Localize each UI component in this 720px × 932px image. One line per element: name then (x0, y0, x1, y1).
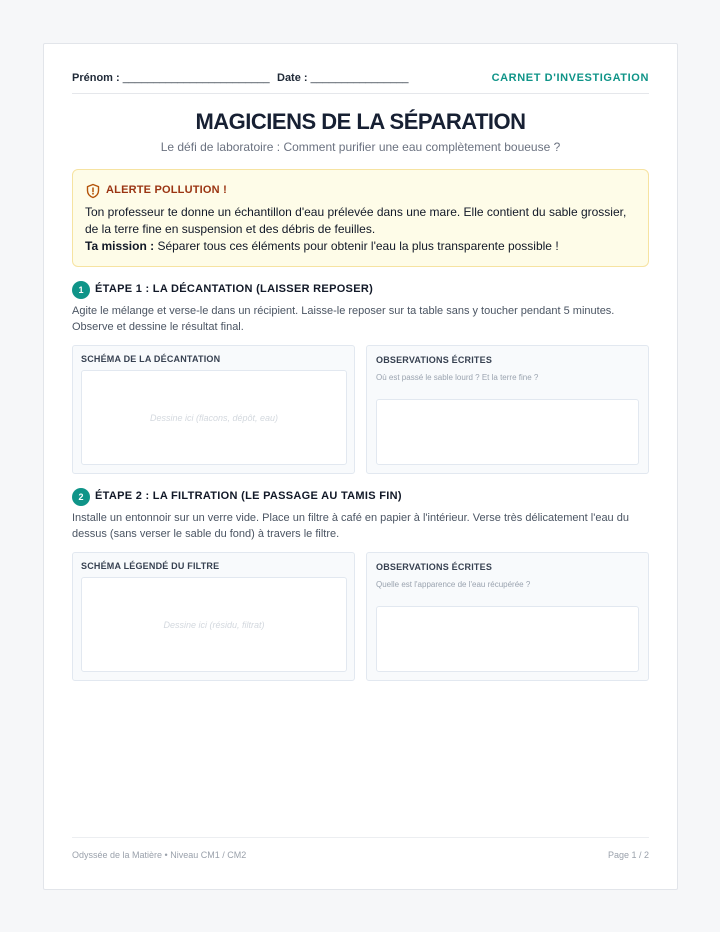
page-title: MAGICIENS DE LA SÉPARATION (195, 109, 526, 134)
alert-heading: ALERTE POLLUTION ! (106, 184, 227, 196)
step-2-observations-field[interactable] (376, 606, 639, 672)
footer-series-label: Odyssée de la Matière • Niveau CM1 / CM2 (72, 850, 247, 860)
step-1-observations-field[interactable] (376, 399, 639, 465)
step-2-observations-panel (366, 552, 649, 681)
shield-alert-icon (85, 183, 101, 199)
step-1-drawing-label: SCHÉMA DE LA DÉCANTATION (81, 354, 221, 364)
step-1-drawing-area[interactable] (81, 370, 347, 465)
step-2-observations-question: Quelle est l'apparence de l'eau récupérée ? (376, 580, 531, 589)
step-2-drawing-label: SCHÉMA LÉGENDÉ DU FILTRE (81, 561, 220, 571)
prenom-field (72, 72, 270, 84)
brand-label: CARNET D'INVESTIGATION (491, 72, 649, 84)
header-bar (72, 72, 649, 94)
step-2-drawing-panel (72, 552, 355, 681)
step-2-description: Installe un entonnoir sur un verre vide. Place un filtre à café en papier à l'intérieur. Verse très délicatement l'eau du dessus (sans verser le sable du fond) à travers le filtre. (72, 512, 629, 540)
worksheet-page (43, 43, 678, 890)
date-line: ________________ (310, 72, 409, 84)
step-2-drawing-hint: Dessine ici (résidu, filtrat) (163, 619, 265, 630)
pollution-alert (72, 169, 649, 267)
prenom-label: Prénom : (72, 72, 120, 84)
step-2-title: ÉTAPE 2 : LA FILTRATION (LE PASSAGE AU TAMIS FIN) (95, 490, 402, 502)
step-2-number-badge: 2 (72, 488, 90, 506)
mission-text: Séparer tous ces éléments pour obtenir l'eau la plus transparente possible ! (154, 239, 559, 253)
step-1-drawing-hint: Dessine ici (flacons, dépôt, eau) (149, 412, 279, 423)
step-1-number-badge: 1 (72, 281, 90, 299)
prenom-line: ________________________ (122, 72, 270, 84)
date-label: Date : (277, 72, 308, 84)
step-2-observations-label: OBSERVATIONS ÉCRITES (376, 562, 493, 572)
page-subtitle: Le défi de laboratoire : Comment purifier une eau complètement boueuse ? (160, 140, 561, 154)
step-1-description: Agite le mélange et verse-le dans un récipient. Laisse-le reposer sur ta table sans y toucher pendant 5 minutes. Observe et dessine le résultat final. (72, 305, 615, 333)
mission-label: Ta mission : (85, 239, 155, 253)
step-2-drawing-area[interactable] (81, 577, 347, 672)
alert-mission (85, 238, 636, 255)
step-1-drawing-panel (72, 345, 355, 474)
page-footer (72, 837, 649, 861)
alert-body (85, 204, 636, 255)
alert-description: Ton professeur te donne un échantillon d'eau prélevée dans une mare. Elle contient du sable grossier, de la terre fine en suspension et des débris de feuilles. (85, 205, 627, 236)
date-field (277, 72, 409, 84)
step-1-observations-panel (366, 345, 649, 474)
page-number: Page 1 / 2 (607, 850, 649, 860)
step-1-observations-label: OBSERVATIONS ÉCRITES (376, 355, 493, 365)
step-1-title: ÉTAPE 1 : LA DÉCANTATION (LAISSER REPOSER) (95, 283, 374, 295)
step-1-observations-question: Où est passé le sable lourd ? Et la terre fine ? (376, 373, 539, 382)
